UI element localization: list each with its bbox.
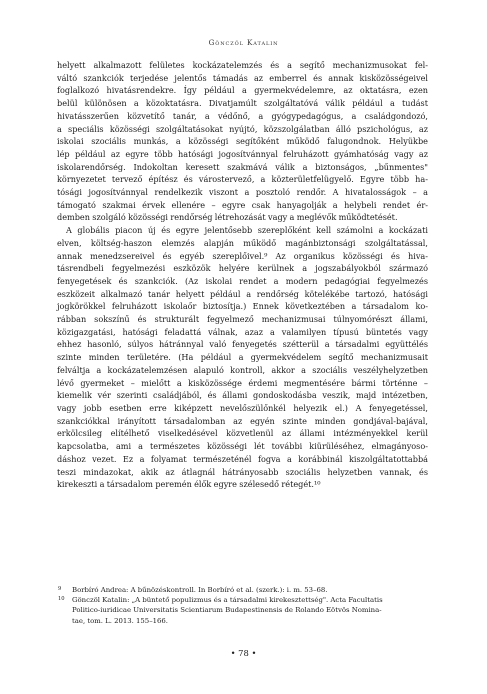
footnote-text <box>72 595 428 626</box>
text-line: lévő gyermeket – mielőtt a kisközössége érdemi megmentésére bármi történne – <box>57 377 428 388</box>
footnote <box>57 585 428 595</box>
text-line: kirekeszti a társadalom peremén élők egyre szélesedő rétegét.¹⁰ <box>57 479 321 490</box>
text-line: eszközeit alkalmazó tanár helyett például a rendőrség kötelékébe tartozó, hatósági <box>57 288 428 299</box>
footnote-number: 10 <box>58 596 65 603</box>
text-line: rábban sokszínű és strukturált fegyelmező mechanizmusai túlnyomórészt állami, <box>57 314 428 325</box>
text-line: támogató szakmai érvek ellenére – egyre csak hanyagolják a helybeli rendet ér- <box>57 199 428 210</box>
running-header: Gönczöl Katalin <box>208 38 279 47</box>
footnote-text <box>72 585 428 595</box>
text-line: erkölcsileg elítélhető viselkedésével közvetlenül az állami intézményekkel kerül <box>57 428 428 439</box>
text-line: dáshoz vezet. Ez a folyamat természeténél fogva a korábbinál kiszolgáltatottabbá <box>57 453 428 464</box>
text-line: fenyegetések és szankciók. (Az iskolai rendet a modern pedagógiai fegyelmezés <box>57 275 428 286</box>
text-line: lép például az egyre több hatósági jogosítvánnyal felruházott gyámhatóság vagy az <box>57 148 428 159</box>
text-line: belül különösen a közoktatásra. Divatjamúlt szolgáltatóvá válik például a tudást <box>57 98 428 109</box>
text-line: vagy jobb esetben erre kiképzett nevelőszülőnkél helyezik el.) A fenyegetéssel, <box>57 402 428 413</box>
text-line: A globális piacon új és egyre jelentősebb szereplőként kell számolni a kockázati <box>66 225 428 236</box>
text-line: ehhez hasonló, súlyos hátránnyal való fenyegetés szétterül a társadalmi együttélés <box>57 339 428 350</box>
text-line: tásrendbeli fegyelmezési eszközök helyére kerülnek a jogszabályokból származó <box>57 263 428 274</box>
text-line: demben szolgáló közösségi rendőrség létrehozását vagy a meglévők működtetését. <box>57 212 398 223</box>
footnote-line: Gönczöl Katalin: „A büntető populizmus és a társadalmi kirekesztettség". Acta Facultatis <box>72 596 383 605</box>
body-text <box>57 59 428 491</box>
text-line: iskolai szociális munkás, a közösségi segítőként működő falugondnok. Helyükbe <box>57 136 428 147</box>
text-line: teszi mindazokat, akik az átlagnál hátrányosabb szociális helyzetben vannak, és <box>57 466 428 477</box>
text-line: kapcsolatba, ami a természetes közösségi lét további kiürüléséhez, elmagányoso- <box>57 441 428 452</box>
text-line: hivatásszerűen közvetítő tanár, a védőnő, a gyógypedagógus, a családgondozó, <box>57 110 428 121</box>
footnote-line: tae, tom. L. 2013. 155–166. <box>72 616 168 625</box>
text-line: helyett alkalmazott felületes kockázatelemzés és a segítő mechanizmusokat fel- <box>57 60 428 70</box>
page-number: • 78 • <box>230 648 257 658</box>
footnote-line: Borbíró Andrea: A bűnözéskontroll. In Borbíró et al. (szerk.): i. m. 53–68. <box>72 586 328 594</box>
text-line: iskolarendőrség. Indokoltan keresett szakmává válik a biztonságos, „bűnmentes" <box>57 161 428 172</box>
text-line: kiemelik vér szerinti családjából, és állami gondoskodásba veszik, majd intézetben, <box>57 390 428 401</box>
text-line: közigazgatási, hatósági feladattá válnak, azaz a valamilyen típusú büntetés vagy <box>57 326 428 337</box>
text-line: jogkörökkel felruházott iskolaőr biztosítja.) Ennek következtében a társadalom ko- <box>57 301 428 312</box>
text-line: váltó szankciók terjedése jelentős támadás az emberrel és annak kisközösségeivel <box>57 72 428 83</box>
text-line: annak menedzsereivel és egyéb szereplőivel.⁹ Az organikus közösségi és hiva- <box>57 250 428 261</box>
text-line: a speciális közösségi szolgáltatásokat nyújtó, közszolgálatban álló pszichológus, az <box>57 123 428 134</box>
text-line: tósági jogosítvánnyal rendelkezik viszont a posztoló rendőr. A hivatalosságok – a <box>57 187 428 198</box>
text-line: környezetet tervező építész és várostervező, a közterületfelügyelő. Egyre több ha- <box>57 174 428 185</box>
footnotes <box>57 585 428 626</box>
text-line: foglalkozó hivatásrendekre. Így például a gyermekvédelemre, az oktatásra, ezen <box>57 85 428 96</box>
footnote <box>57 595 428 626</box>
footnote-line: Politico-iuridicae Universitatis Scientiarum Budapestinensis de Rolando Eötvös Nomina- <box>72 606 382 615</box>
text-line: felváltja a kockázatelemzésen alapuló kontroll, akkor a szociális veszélyhelyzetben <box>57 364 428 375</box>
text-line: szinte minden területére. (Ha például a gyermekvédelem segítő mechanizmusait <box>57 352 428 363</box>
footnote-number: 9 <box>58 586 62 592</box>
text-line: elven, költség-haszon elemzés alapján működő magánbiztonsági szolgáltatással, <box>57 237 428 248</box>
text-line: szankciókkal irányított társadalomban az egyén szinte minden gondjával-bajával, <box>57 415 428 426</box>
